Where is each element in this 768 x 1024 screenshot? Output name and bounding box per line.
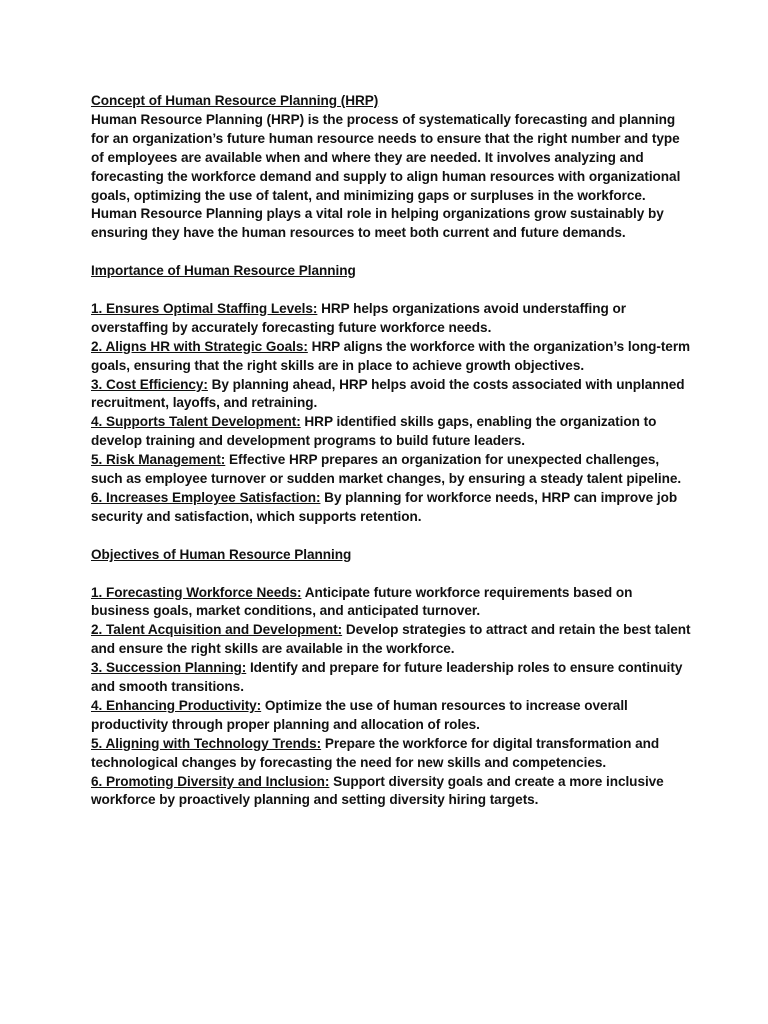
importance-item-text: HRP helps organizations avoid understaffing or overstaffing by accurately forecasting future workforce needs. <box>91 300 626 335</box>
spacer <box>91 527 691 546</box>
spacer <box>91 243 691 262</box>
objective-item-term: 1. Forecasting Workforce Needs: <box>91 584 302 600</box>
objective-item <box>91 584 691 622</box>
importance-item <box>91 413 691 451</box>
objective-item <box>91 735 691 773</box>
importance-item-term: 5. Risk Management: <box>91 452 226 468</box>
objective-item-term: 6. Promoting Diversity and Inclusion: <box>91 773 330 789</box>
section-heading-importance: Importance of Human Resource Planning <box>91 263 356 279</box>
objective-item <box>91 773 691 811</box>
importance-item <box>91 451 691 489</box>
importance-item-term: 3. Cost Efficiency: <box>91 376 208 392</box>
document-page <box>91 92 691 810</box>
importance-item <box>91 489 691 527</box>
spacer <box>91 281 691 300</box>
objective-item-term: 2. Talent Acquisition and Development: <box>91 622 343 638</box>
importance-item-text: Effective HRP prepares an organization for unexpected challenges, such as employee turnover or sudden market changes, by ensuring a steady talent pipeline. <box>91 452 682 487</box>
importance-item <box>91 300 691 338</box>
objective-item <box>91 697 691 735</box>
objective-item-term: 5. Aligning with Technology Trends: <box>91 735 322 751</box>
objective-item-text: Identify and prepare for future leadership roles to ensure continuity and smooth transitions. <box>91 660 683 695</box>
importance-item-text: By planning for workforce needs, HRP can improve job security and satisfaction, which supports retention. <box>91 490 678 524</box>
importance-item-term: 2. Aligns HR with Strategic Goals: <box>91 338 308 354</box>
spacer <box>91 565 691 584</box>
section-heading-objectives: Objectives of Human Resource Planning <box>91 546 352 562</box>
importance-item-text: HRP identified skills gaps, enabling the organization to develop training and development programs to build future leaders. <box>91 414 657 449</box>
importance-item-term: 4. Supports Talent Development: <box>91 414 301 430</box>
concept-paragraph: Human Resource Planning (HRP) is the process of systematically forecasting and planning for an organization’s future human resource needs to ensure that the right number and type of employees are available when and where they are needed. It involves analyzing and forecasting the workforce demand and supply to align human resources with organizational goals, optimizing the use of talent, and minimizing gaps or surpluses in the workforce. <box>91 111 681 203</box>
importance-item-term: 6. Increases Employee Satisfaction: <box>91 490 321 505</box>
importance-item-term: 1. Ensures Optimal Staffing Levels: <box>91 300 318 316</box>
concept-paragraph: Human Resource Planning plays a vital role in helping organizations grow sustainably by ensuring they have the human resources to meet both current and future demands. <box>91 206 664 241</box>
objective-item-text: Anticipate future workforce requirements based on business goals, market conditions, and anticipated turnover. <box>91 584 633 619</box>
importance-item-text: By planning ahead, HRP helps avoid the costs associated with unplanned recruitment, layoffs, and retraining. <box>91 376 685 411</box>
objective-item <box>91 621 691 659</box>
objective-item-term: 4. Enhancing Productivity: <box>91 697 262 713</box>
importance-item-text: HRP aligns the workforce with the organization’s long-term goals, ensuring that the right skills are in place to achieve growth objectives. <box>91 338 691 373</box>
objective-item-text: Support diversity goals and create a more inclusive workforce by proactively planning and setting diversity hiring targets. <box>91 773 664 808</box>
importance-item <box>91 376 691 414</box>
objective-item-text: Prepare the workforce for digital transformation and technological changes by forecasting the need for new skills and competencies. <box>91 735 660 770</box>
section-heading-concept: Concept of Human Resource Planning (HRP) <box>91 93 379 108</box>
objective-item-text: Develop strategies to attract and retain the best talent and ensure the right skills are available in the workforce. <box>91 622 691 657</box>
objective-item-term: 3. Succession Planning: <box>91 660 247 676</box>
importance-item <box>91 338 691 376</box>
objective-item <box>91 659 691 697</box>
objective-item-text: Optimize the use of human resources to increase overall productivity through proper planning and allocation of roles. <box>91 697 628 732</box>
